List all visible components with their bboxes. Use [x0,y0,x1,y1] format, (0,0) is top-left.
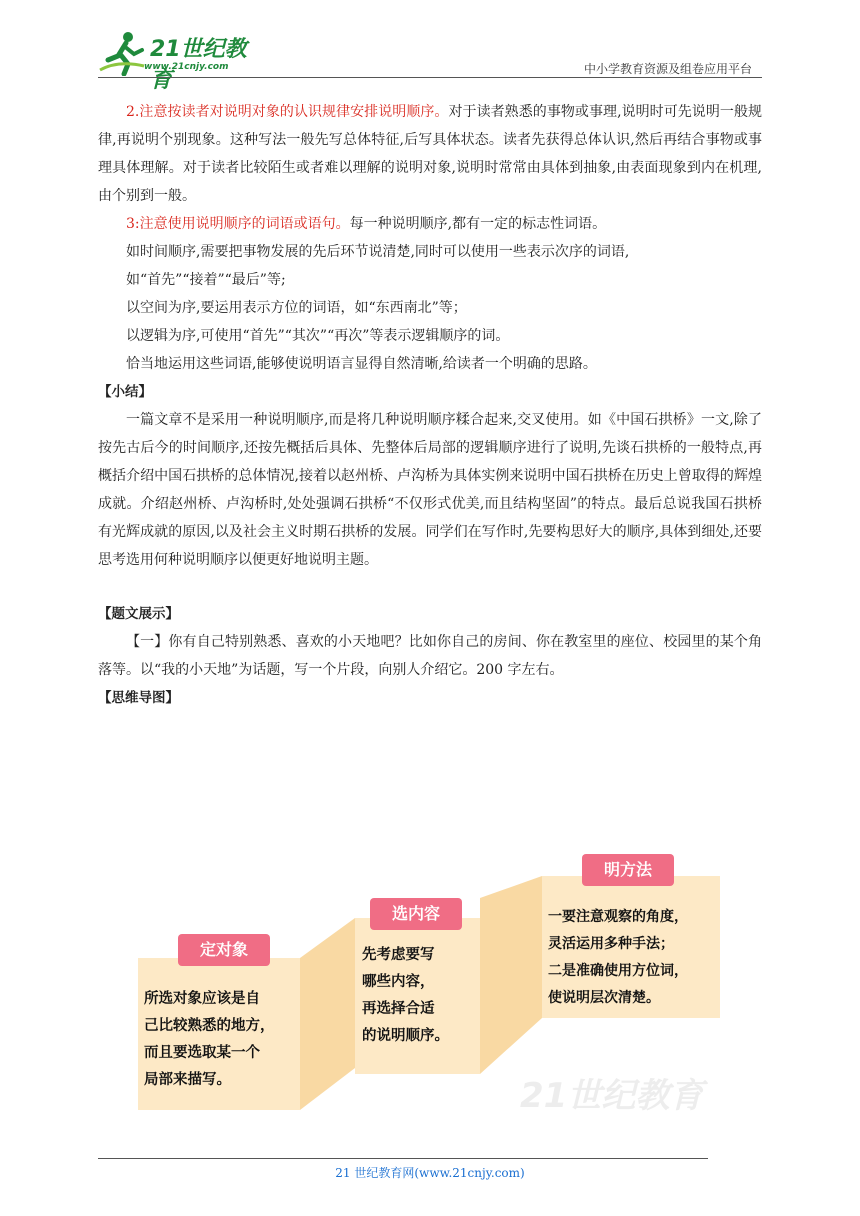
header-divider [98,77,762,78]
step-1-title: 定对象 [178,934,270,966]
step-2-line: 先考虑要写 [362,947,435,963]
step-3-line: 一要注意观察的角度， [548,909,688,925]
site-logo[interactable] [98,30,268,93]
step-1-line: 所选对象应该是自 [144,991,260,1007]
topic-paragraph [98,628,762,684]
section-2-body: 对于读者熟悉的事物或事理,说明时可先说明一般规律,再说明个别现象。这种写法一般先写总体特征,后写具体状态。读者先获得总体认识,然后再结合事物或事理具体理解。对于读者比较陌生或者难以理解的说明对象,说明时常常由具体到抽象,由表面现象到内在机理,由个别到一般。 [98,104,763,204]
section-3-line: 以空间为序,要运用表示方位的词语，如“东西南北”等； [126,300,467,316]
watermark: 21世纪教育 [520,1076,704,1116]
step-2-line: 哪些内容， [362,974,435,990]
section-3-body: 每一种说明顺序,都有一定的标志性词语。 [349,216,607,232]
runner-icon [98,30,148,76]
platform-name: 中小学教育资源及组卷应用平台 [583,62,752,76]
step-1-text [144,986,304,1094]
topic-body: 你有自己特别熟悉、喜欢的小天地吧？比如你自己的房间、你在教室里的座位、校园里的某个角落等。以“我的小天地”为话题，写一个片段，向别人介绍它。200 字左右。 [98,634,763,678]
logo-url: www.21cnjy.com [144,62,229,72]
step-3-text [548,904,720,1012]
section-3-title: 3:注意使用说明顺序的词语或语句。 [126,216,350,232]
topic-heading: 【题文展示】 [98,606,179,622]
footer-link[interactable]: 21 世纪教育网(www.21cnjy.com) [335,1166,525,1180]
summary-heading: 【小结】 [98,384,152,400]
spacer [98,574,762,600]
document-body [98,98,762,712]
step-3-title: 明方法 [582,854,674,886]
step-1-line: 己比较熟悉的地方， [144,1018,275,1034]
section-2-paragraph [98,98,762,210]
step-3-line: 二是准确使用方位词， [548,963,688,979]
step-3-line: 使说明层次清楚。 [548,990,660,1006]
summary-paragraph: 一篇文章不是采用一种说明顺序,而是将几种说明顺序糅合起来,交叉使用。如《中国石拱桥》一文,除了按先古后今的时间顺序,还按先概括后具体、先整体后局部的逻辑顺序进行了说明,先谈石拱桥的一般特点,再概括介绍中国石拱桥的总体情况,接着以赵州桥、卢沟桥为具体实例来说明中国石拱桥在历史上曾取得的辉煌成就。介绍赵州桥、卢沟桥时,处处强调石拱桥“不仅形式优美,而且结构坚固”的特点。最后总说我国石拱桥有光辉成就的原因,以及社会主义时期石拱桥的发展。同学们在写作时,先要构思好大的顺序,具体到细处,还要思考选用何种说明顺序以便更好地说明主题。 [98,412,762,568]
logo-text: 21世纪教育 [150,37,247,93]
step-2-text [362,942,480,1050]
section-3-paragraph [98,210,762,238]
section-3-line: 恰当地运用这些词语,能够使说明语言显得自然清晰,给读者一个明确的思路。 [126,356,597,372]
section-2-title: 2.注意按读者对说明对象的认识规律安排说明顺序。 [126,104,449,120]
step-2-line: 再选择合适 [362,1001,435,1017]
step-2-line: 的说明顺序。 [362,1028,449,1044]
step-2-title: 选内容 [370,898,462,930]
step-1-line: 而且要选取某一个 [144,1045,260,1061]
section-3-line: 如“首先”“接着”“最后”等; [126,272,286,288]
page-header [0,0,860,93]
step-3-line: 灵活运用多种手法； [548,936,674,952]
footer-divider [98,1158,708,1159]
step-1-line: 局部来描写。 [144,1072,231,1088]
section-3-line: 以逻辑为序,可使用“首先”“其次”“再次”等表示逻辑顺序的词。 [126,328,510,344]
mindmap-heading: 【思维导图】 [98,690,179,706]
topic-label: 【一】 [126,634,169,650]
section-3-line: 如时间顺序,需要把事物发展的先后环节说清楚,同时可以使用一些表示次序的词语, [126,244,630,260]
